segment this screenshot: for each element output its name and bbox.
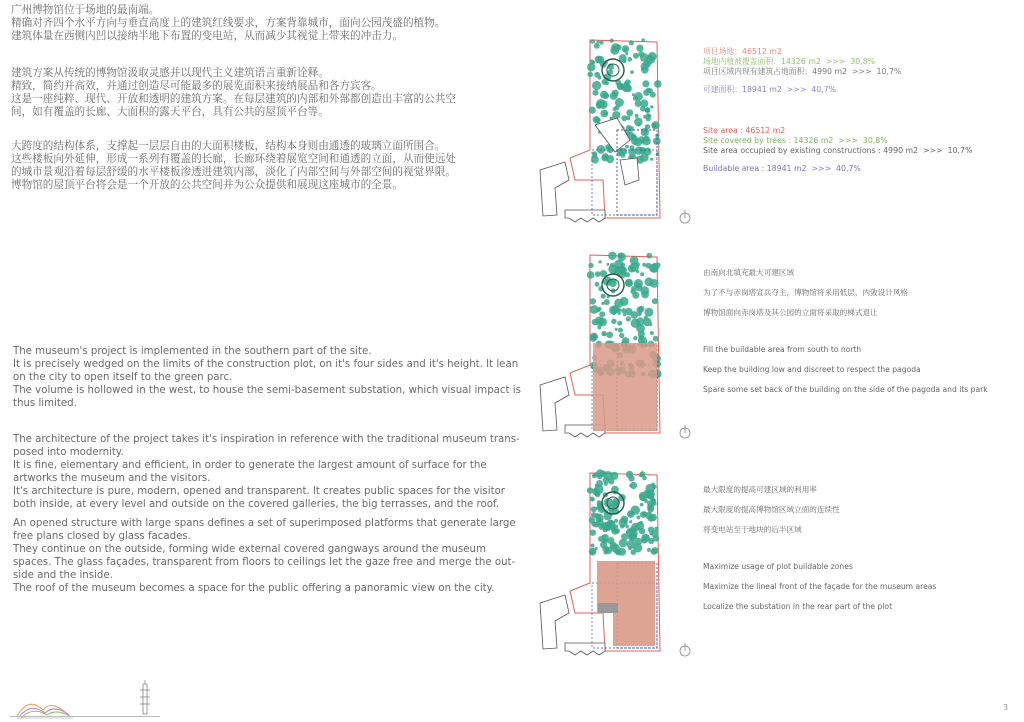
tree [590,298,596,304]
tree [621,533,628,540]
tree [642,80,649,87]
tree [595,513,600,518]
tree [640,503,644,507]
tree [652,298,658,304]
tree [630,482,637,489]
site-plan-diagram-3 [535,463,705,663]
tree [590,530,596,536]
tree [647,500,654,507]
tree [631,134,636,139]
text-line: 博物馆的屋顶平台将会是一个开放的公共空间并为公众提供和展现这座城市的全景。 [11,179,403,191]
tree [609,306,618,315]
text-line: An opened structure with large spans defines a set of superimposed platforms that generate large [13,518,516,529]
text-line: It is fine, elementary and efficient, in order to generate the largest amount of surface for the [13,460,487,471]
tree [640,471,646,477]
text-line: The architecture of the project takes it's inspiration in reference with the traditional museum trans- [13,434,520,445]
text-line: posed into modernity. [13,447,124,458]
note-line: Keep the building low and discreet to respect the pagoda [703,365,921,374]
tree [647,506,654,513]
legend-line: 项目场地：46512 m2 [703,47,782,56]
tree [595,547,598,550]
footer-rule [10,716,160,717]
text-line: It's architecture is pure, modern, opened and transparent. It creates public spaces for the visitor [13,486,505,497]
existing-building [540,377,569,431]
tree [618,266,627,275]
tree [618,312,621,315]
text-line: They continue on the outside, forming wide external covered gangways around the museum [13,544,486,555]
text-line: 建筑体量在西侧内凹以接纳半地下布置的变电站，从而减少其视觉上带来的冲击力。 [11,30,403,42]
tree [628,57,633,62]
tree [606,155,614,163]
tree [629,40,634,45]
text-line: 精确对齐四个水平方向与垂直高度上的建筑红线要求，方案背靠城市，面向公园茂盛的植物。 [11,17,446,29]
existing-building-south [565,210,605,222]
tree [621,308,626,313]
tree [607,537,614,544]
en-paragraph-1 [13,345,521,410]
tree [610,39,614,43]
tree [645,124,651,130]
tree [636,324,645,333]
tree [653,336,659,342]
tree [624,48,627,51]
pagoda-icon [133,680,157,716]
tree [587,487,593,493]
tree [638,335,644,341]
legend-line: Buildable area : 18941 m2 >>> 40,7% [703,164,861,173]
tree [640,272,644,276]
tree [644,136,650,142]
existing-building [540,595,569,649]
text-line: thus limited. [13,398,77,409]
tree [626,116,630,120]
tree [625,79,631,85]
tree [588,263,593,268]
legend-line: 场地内植被覆盖面积：14326 m2 >>> 30,8% [703,57,876,66]
text-line: The museum's project is implemented in the southern part of the site. [13,346,372,357]
tree [615,328,618,331]
tree [628,265,636,273]
tree [633,544,642,553]
tree [648,52,657,61]
tree [643,60,651,68]
tree [598,260,601,263]
text-line: free plans closed by glass facades. [13,531,191,542]
tree [633,336,637,340]
diagram1-en-labels [703,126,972,174]
note-line: 为了不与赤岗塔宣兵夺主，博物馆将采用低层，内敛设计风格 [703,288,909,297]
tree [611,526,617,532]
tree [640,99,648,107]
tree [640,511,647,518]
tree [618,328,623,333]
tree [604,482,608,486]
text-line: 广州博物馆位于场地的最南端。 [11,4,160,16]
diagram3-cn-notes [703,485,840,535]
legend-line: Site area : 46512 m2 [703,126,786,135]
tree [625,145,629,149]
tree [593,116,600,123]
tree [595,282,600,287]
tree [636,262,640,266]
en-paragraph-2 [13,433,520,511]
note-line: 最大限度的提高可建区域的利用率 [703,485,817,494]
tree [648,515,655,522]
tree [592,498,595,501]
tree [592,90,598,96]
cn-paragraph-1 [11,4,445,43]
tree [626,316,631,321]
text-line: artworks the museum and the visitors. [13,473,211,484]
tree [600,41,604,45]
tree [635,114,639,118]
tree [656,152,660,156]
tree [626,109,633,116]
tree [587,63,595,71]
tree [641,38,645,42]
text-line: 大跨度的结构体系，支撑起一层层自由的大面积楼板，结构本身则由通透的玻璃立面所围合。 [11,140,446,152]
tree [619,333,624,338]
note-line: Spare some set back of the building on the side of the pagoda and its park [703,385,988,394]
site-plan-diagram-2 [535,245,705,445]
tree [619,518,628,527]
tree [645,277,654,286]
tree [636,522,645,531]
tree [654,80,662,88]
legend-line: Site area occupied by existing constructions : 4990 m2 >>> 10,7% [703,146,973,155]
tree [599,311,605,317]
tree [610,263,615,268]
tree [631,286,636,291]
tree [637,123,640,126]
note-line: 最大限度的提高博物馆区域立面的连续性 [703,505,840,514]
text-line: It is precisely wedged on the limits of the construction plot, on it's four sides and it's height. It lean [13,359,519,370]
tree [611,319,616,324]
tree [604,299,610,305]
note-line: 将变电站至于地块的后半区域 [703,525,802,534]
note-line: 博物馆面向赤岗塔及其公园的立面将采取的梯式退让 [703,308,878,317]
note-line: Fill the buildable area from south to north [703,345,862,354]
tree [633,96,638,101]
tree [618,308,622,312]
legend-line: 可建面积：18941 m2 >>> 40,7% [703,85,837,94]
site-plan-diagram-1 [535,30,705,230]
tree [647,548,651,552]
tree [598,318,607,327]
tree [623,313,626,316]
diagram1-cn-labels [703,47,901,95]
tree [596,99,605,108]
tree [617,321,622,326]
tree [617,83,624,90]
tree [595,271,601,277]
tree [596,480,603,487]
tree [641,291,649,299]
tree [600,91,608,99]
text-line: The roof of the museum becomes a space for the public offering a panoramic view on the city. [13,583,495,594]
text-line: 精致，简约并高效，并通过创造尽可能最多的展览面积来接纳展品和各方宾客。 [11,80,382,92]
tree [593,522,599,528]
tree [597,145,606,154]
tree [625,279,633,287]
tree [626,471,633,478]
text-line: 这些楼板向外延伸，形成一系列有覆盖的长廊，长廊环绕着展览空间和通透的立面，从而使远处 [11,153,456,165]
tree [636,270,639,273]
tree [640,106,645,111]
note-line: Maximize the lineal front of the façade for the museum areas [703,582,937,591]
legend-line: 项目区域内现有建筑占地面积：4990 m2 >>> 10,7% [703,67,902,76]
tree [601,538,606,543]
tree [590,59,595,64]
diagram2-en-notes [703,345,988,395]
diagram3-en-notes [703,562,936,612]
tree [589,107,596,114]
tree [634,138,642,146]
en-paragraph-3 [13,517,516,595]
cn-paragraph-3 [11,140,456,192]
museum-volume [593,343,657,431]
tree [646,253,652,259]
tree [590,39,595,44]
page-number: 3 [1003,703,1009,712]
pagoda-park-outline [602,59,624,81]
note-line: 由南向北填充最大可建区域 [703,268,795,277]
tree [643,89,650,96]
tree [646,263,652,269]
tree [646,113,651,118]
tree [601,331,606,336]
tree [591,506,597,512]
tree [594,490,600,496]
tree [649,323,652,326]
text-line: 建筑方案从传统的博物馆汲取灵感并以现代主义建筑语言重新诠释。 [11,67,329,79]
existing-building-south [565,643,605,655]
text-line: side and the inside. [13,570,113,581]
note-line: Localize the substation in the rear part of the plot [703,602,893,611]
tree [650,105,653,108]
tree [587,271,595,279]
text-line: both inside, at every level and outside on the covered galleries, the big terrasses, and the roof. [13,499,500,510]
tree [630,145,635,150]
tree [594,43,600,49]
tree [644,130,647,133]
tree [605,547,612,554]
tree [652,547,659,554]
tree [635,282,640,287]
tree [614,549,619,554]
cn-paragraph-2 [11,67,456,119]
tree [630,70,634,74]
text-line: 这是一座纯粹、现代、开放和透明的建筑方案。在每层建筑的内部和外部都创造出丰富的公共空 [11,93,456,105]
tree [636,515,640,519]
tree [629,520,632,523]
tree [590,333,598,341]
tree [636,45,643,52]
tree [620,297,629,306]
text-line: 的城市景观沿着每层舒缓的水平楼板渗透进建筑内部，淡化了内部空间与外部空间的视觉界限。 [11,166,456,178]
tree [607,263,610,266]
substation [598,603,618,613]
tree [617,253,626,262]
tree [596,308,600,312]
tree [592,474,596,478]
tree [615,98,624,107]
tree [597,40,600,43]
diagram2-cn-notes [703,268,908,318]
tree [652,123,657,128]
text-line: 间，如有覆盖的长廊、大面积的露天平台，具有公共的屋顶平台等。 [11,106,329,118]
tree [644,308,653,317]
tree [598,76,602,80]
tree [644,490,648,494]
tree [632,93,635,96]
note-line: Maximize usage of plot buildable zones [703,562,853,571]
tree [625,52,628,55]
tree [629,511,634,516]
tree [648,538,654,544]
existing-building [540,162,569,216]
tree [608,478,614,484]
tree [633,53,639,59]
tree [587,72,593,78]
tree [606,332,613,339]
tree [650,331,654,335]
tree [648,527,654,533]
tree [591,544,595,548]
legend-line: Site covered by trees : 14326 m2 >>> 30,8% [703,136,888,145]
tree [610,92,618,100]
tree [592,153,597,158]
tree [604,112,608,116]
tree [596,507,599,510]
text-line: The volume is hollowed in the west, to house the semi-basement substation, which visual impact is [13,385,521,396]
tree [651,483,655,487]
text-line: on the city to open itself to the green parc. [13,372,233,383]
existing-building [620,158,639,185]
text-line: spaces. The glass façades, transparent from floors to ceilings let the gaze free and merge the out- [13,557,516,568]
tree [640,153,649,162]
tree [608,252,616,260]
tree [650,158,653,161]
tree [601,294,606,299]
tree [636,307,643,314]
tree [592,81,601,90]
tree [622,59,626,63]
tree [611,43,620,52]
